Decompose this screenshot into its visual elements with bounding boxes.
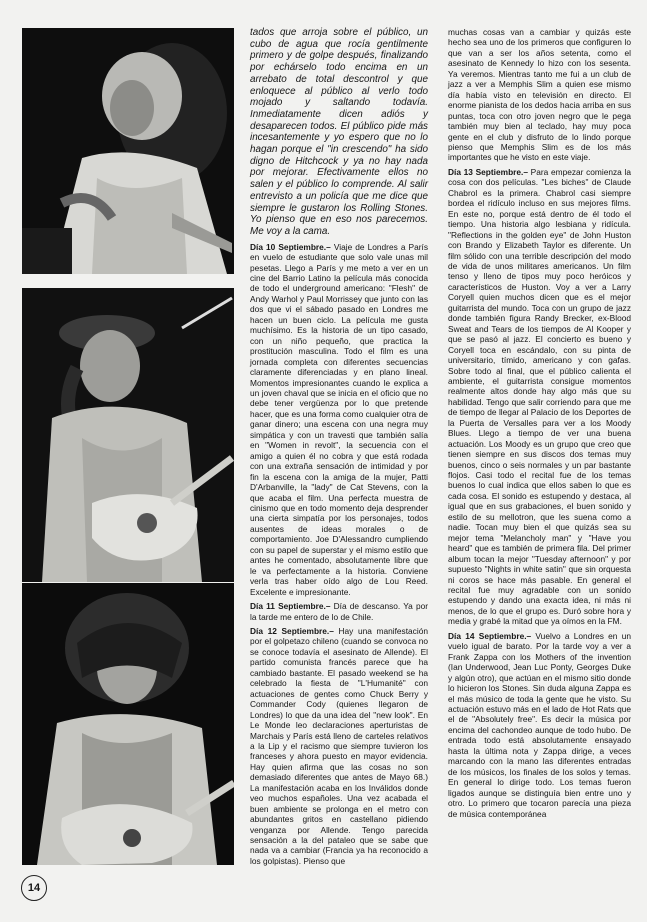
- entry-text: Para empezar comienza la cosa con dos películas. "Les biches" de Claude Chabrol es la primera. Chabrol casi siempre bordea el ridículo incluso en sus mejores films. En este no, porque está dentro de él todo el tiempo. Una historia algo lesbiana y ridícula. "Reflections in the golden eye" de John Huston con Brando y Elizabeth Taylor es diferente. Un film sólido con una terrible descripción del modo de vida de unos militares americanos. Un film tenso y lleno de tipos muy poco heróicos y característicos de Huston. Voy a ver a Larry Coryell quien muchos dicen que es el mejor guitarrista del mundo. Toca con un grupo de jazz donde también figura Randy Brecker, ex-Blood Sweat and Tears de los tiempos de Al Kooper y que se pasó al jazz. El concierto es bueno y Coryell toca en escándalo, con su pinta de universitario, tímido, americano y con gafas. Sobre todo al final, que el público calienta el ambiente, el guitarrista consigue momentos realmente altos donde hay algo más que su habilidad. Tengo que salir corriendo para que me de tiempo de llegar al Palacio de los Deportes de la Puerta de Versalles para ver a los Moody Blues. Llego a tiempo de ver una buena actuación. Los Moody es un grupo que creo que tienen siempre en sus discos dos temas muy buenos, cinco o seis normales y un par bastante flojos. Casi todo el recital fue de los temas buenos lo cual indica que ellos saben lo que es cada cosa. El sonido es estupendo y destaca, al igual que en sus grabaciones, el buen sonido y estilo de su mellotron, que les suena como a nadie. Tocan muy bien el que quizás sea su mejor tema "Melancholy man" y "Have you heard" que es también de primera fila. Del primer album tocan la mejor "Tuesday afternoon" y por supuesto "Nights in white satin" que sin orquesta ni coros se hace más pasable. En general el recital fue muy agradable con un sonido estupendo y dando una exacta idea, ni más ni menos, de lo que el grupo es. Duró sobre hora y media y grabé la mitad que ya oímos en la FM.: [448, 166, 631, 627]
- text-column-right: [448, 27, 631, 823]
- date-heading: Día 11 Septiembre.–: [250, 601, 331, 612]
- entry-text: Día de descanso. Ya por la tarde me entero de lo de Chile.: [250, 601, 429, 622]
- entry-text: Hay una manifestación por el golpetazo chileno (cuando se convoca no se conoce todavía el asesinato de Allende). El partido comunista francés parece que ha cambiado bastante. El pasado weekend se ha celebrado la fiesta de "L'Humanité" con actuaciones de gentes como Chuck Berry y Commander Cody (quienes llegaron de Londres) lo que da una idea del "new look". En Le Monde leo declaraciones aperturistas de Marchais y París está lleno de carteles relativos a la Lip y el racismo que siempre tuvieron los franceses y ahora puesto en mayor evidencia. Hay quien afirma que las cosas no son demasiado diferentes que antes de Mayo 68.) La manifestación acaba en los Inválidos donde veo muchos españoles. Una vez acabada el buen ambiente se prolonga en el metro con abundantes gritos en castellano pidiendo venganza por Allende. Tengo parecida sensación a la del pataleo que se sabe que nada va a cambiar (Francia ya ha reconocido a los golpistas). Pienso que: [250, 625, 428, 866]
- entry-text: Vuelvo a Londres en un vuelo igual de barato. Por la tarde voy a ver a Frank Zappa con los Mothers of the invention (Ian Underwood, Jean Luc Ponty, Georges Duke y algún otro), que actúan en el mismo sitio donde lo hicieron los Stones. Sin duda alguna Zappa es el más músico de toda la gente que he visto. Su actuación estuvo más en el lado de Hot Rats que el de "Absolutely free". Es decir la música por encima del cachondeo aunque de todo hubo. De entrada todo está absolutamente ensayado hasta la última nota y Zappa dirige, a veces marcando con la mano las diferentes entradas de los músicos, los finales de los solos y temas. En general lo dirige todo. Los temas fueron ligados aunque se distinguía bien entre uno y otro. Lo primero que tocaron parecía una pieza de música contemporánea: [448, 630, 631, 819]
- entry-day-11: [250, 601, 428, 622]
- entry-day-13: [448, 167, 631, 627]
- photo-guitarist-hat: [22, 288, 234, 582]
- date-heading: Día 14 Septiembre.–: [448, 630, 532, 641]
- photo-guitarist-playing: [22, 583, 234, 865]
- date-heading: Día 12 Septiembre.–: [250, 625, 334, 636]
- page-number: 14: [21, 875, 47, 901]
- continued-paragraph: muchas cosas van a cambiar y quizás este hecho sea uno de los primeros que configuren lo que van a ser los años setenta, como el asesinato de Kennedy lo hizo con los sesenta. Ya veremos. Mientras tanto me fui a un club de jazz a ver a Memphis Slim a quien ese mismo día había visto en televisión en directo. El enorme pianista de los dedos hacia arriba en sus puntas, toca con otro joven negro que le pega también muy bien al teclado, hay muy poca gente en el club y disfruto de lo lindo porque pienso que Memphis Slim es de los más importantes que he visto en este viaje.: [448, 27, 631, 163]
- entry-day-10: [250, 242, 428, 597]
- entry-text: Viaje de Londres a París en vuelo de estudiante que solo vale unas mil pesetas. Llego a París y me meto a ver en un cine del Barrio Latino la película más conocida de todo el underground americano: "Flesh" de Andy Warhol y Paul Morrissey que junto con las dos que vi el sábado pasado en Londres me hacen un buen ciclo. La película me gusta muchísimo. Es la historia de un tipo casado, con un niño pequeño, que practica la prostitución masculina. Todo el film es una jornada completa con diferentes secuencias claramente diferenciadas y en plano lineal. Momentos impresionantes cuando le explica a un joven chaval que se inicia en el oficio que no debe tener vergüenza por lo que pretende hacer, que es una forma como cualquier otra de ganar dinero; una escena con una negra muy simpática y con un travesti que también salía en "Women in revolt", la secuencia con el amigo a quien él no cobra y que está rodada con una extraña sensación de intimidad y por fin la escena con la amiga de la mujer, Patti D'Arbanville, la "lady" de Cat Stevens, con la que acaba el film. Una perfecta muestra de cinismo que en todo momento deja desprender una cierta simpatía por los personajes, todos ausentes de ideas morales o de comportamiento. Joe D'Alessandro cumpliendo con su papel de superstar y el mismo estilo que antes he comentado, absolutamente libre que le va perfectamente a la historia. Conviene verla tras haber oído algo de Lou Reed. Excelente e impresionante.: [250, 241, 428, 597]
- text-column-middle: [250, 27, 428, 870]
- photo-musician-singing: [22, 28, 234, 274]
- intro-paragraph: tados que arroja sobre el público, un cubo de agua que rocía gentilmente primero y de golpe después, finalizando por echárselo todo encima en un arrebato de total descontrol y que enloquece al público al verlo todo mojado y saltando todavía. Inmediatamente dicen adiós y desaparecen todos. El público pide más incesantemente y yo espero que no lo hagan porque el "in crescendo" ha sido digno de Hitchcock y ya no hay nada por mejorar. Efectivamente ellos no salen y el público lo comprende. Al salir entrevisto a un policía que me dice que siempre le gustaron los Rolling Stones. Yo pienso que en eso nos parecemos. Me voy a la cama.: [250, 27, 428, 237]
- entry-day-12: [250, 626, 428, 866]
- date-heading: Día 10 Septiembre.–: [250, 241, 331, 252]
- date-heading: Día 13 Septiembre.–: [448, 166, 529, 177]
- entry-day-14: [448, 631, 631, 819]
